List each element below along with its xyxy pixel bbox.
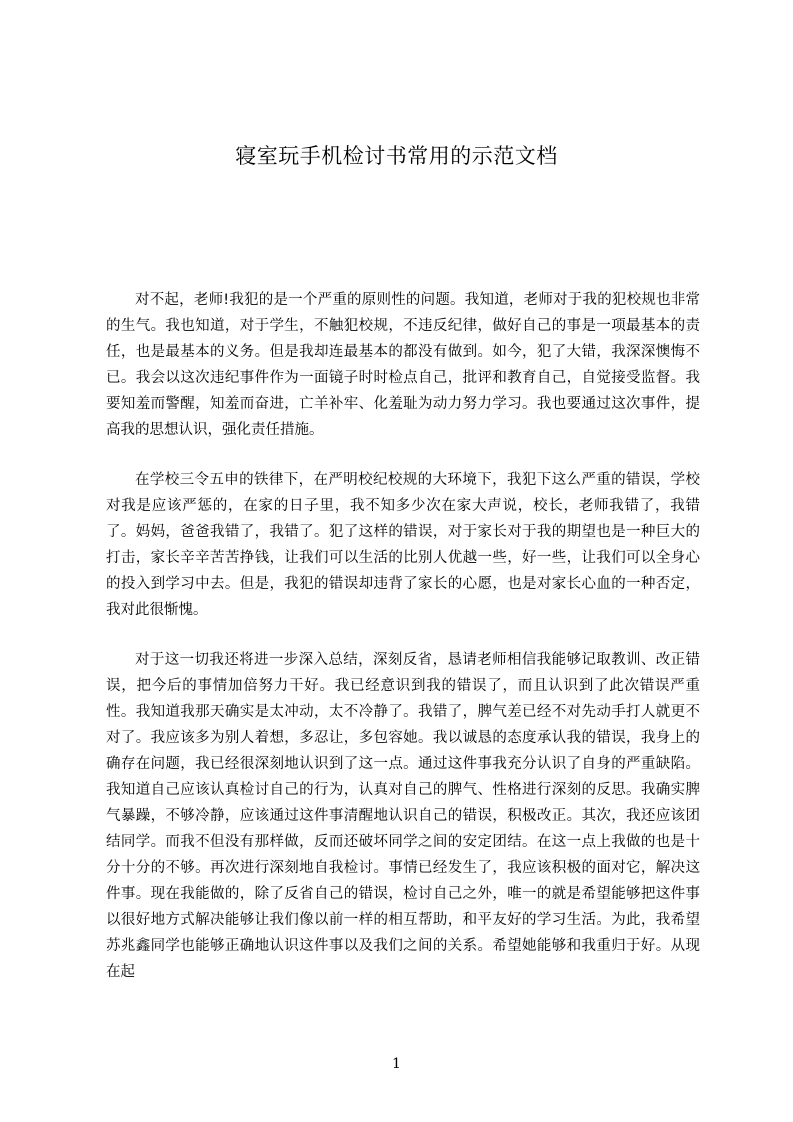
document-body [106,287,700,1009]
paragraph-1: 对不起，老师!我犯的是一个严重的原则性的问题。我知道，老师对于我的犯校规也非常的生气。我也知道，对于学生，不触犯校规，不违反纪律，做好自己的事是一项最基本的责任，也是最基本的义务。但是我却连最基本的都没有做到。如今，犯了大错，我深深懊悔不已。我会以这次违纪事件作为一面镜子时时检点自己，批评和教育自己，自觉接受监督。我要知羞而警醒，知羞而奋进，亡羊补牢、化羞耻为动力努力学习。我也要通过这次事件，提高我的思想认识，强化责任措施。 [106,292,700,438]
paragraph-3: 对于这一切我还将进一步深入总结，深刻反省，恳请老师相信我能够记取教训、改正错误，把今后的事情加倍努力干好。我已经意识到我的错误了，而且认识到了此次错误严重性。我知道我那天确实是太冲动，太不冷静了。我错了，脾气差已经不对先动手打人就更不对了。我应该多为别人着想，多忍让，多包容她。我以诚恳的态度承认我的错误，我身上的确存在问题，我已经很深刻地认识到了这一点。通过这件事我充分认识了自身的严重缺陷。我知道自己应该认真检讨自己的行为，认真对自己的脾气、性格进行深刻的反思。我确实脾气暴躁，不够冷静，应该通过这件事清醒地认识自己的错误，积极改正。其次，我还应该团结同学。而我不但没有那样做，反而还破坏同学之间的安定团结。在这一点上我做的也是十分十分的不够。再次进行深刻地自我检讨。事情已经发生了，我应该积极的面对它，解决这件事。现在我能做的，除了反省自己的错误，检讨自己之外，唯一的就是希望能够把这件事以很好地方式解决能够让我们像以前一样的相互帮助，和平友好的学习生活。为此，我希望苏兆鑫同学也能够正确地认识这件事以及我们之间的关系。希望她能够和我重归于好。从现在起 [106,652,700,980]
document-title: 寝室玩手机检讨书常用的示范文档 [235,144,558,168]
paragraph-2: 在学校三令五申的铁律下，在严明校纪校规的大环境下，我犯下这么严重的错误，学校对我是应该严惩的，在家的日子里，我不知多少次在家大声说，校长，老师我错了，我错了。妈妈，爸爸我错了，我错了。犯了这样的错误，对于家长对于我的期望也是一种巨大的打击，家长辛辛苦苦挣钱，让我们可以生活的比别人优越一些，好一些，让我们可以全身心的投入到学习中去。但是，我犯的错误却违背了家长的心愿，也是对家长心血的一种否定，我对此很惭愧。 [106,472,700,618]
page-number: 1 [392,1056,401,1072]
